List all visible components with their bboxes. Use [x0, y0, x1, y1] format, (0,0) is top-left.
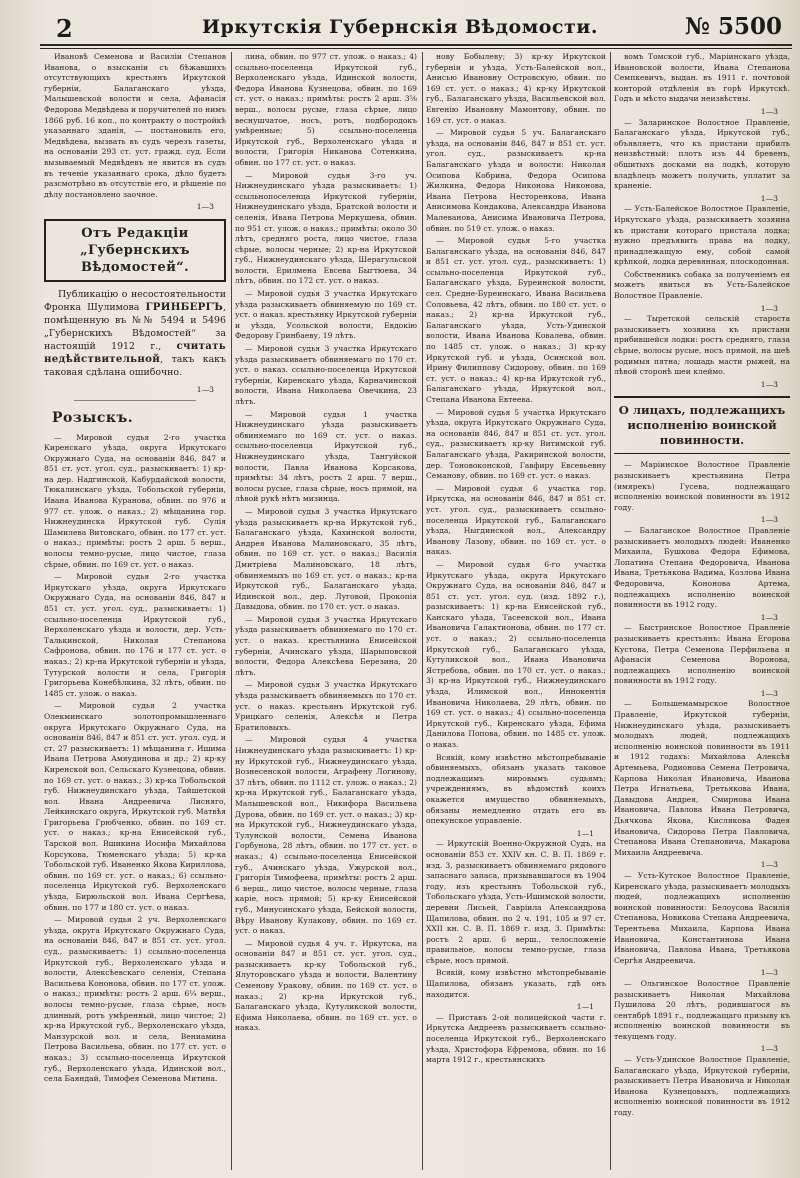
article-text: нову Бобылеву; 3) кр-ку Иркутской губернiи и уѣзда, Усть-Балейской вол., Анисью Ивановну Островскую, обвин. по 169 ст. уст. о наказ.; 4) кр-ку Иркутской губ., Балаганскаго уѣзда, Васильевской вол. Евгенiю Ивановну Мамонтову, обвин. по 169 ст. уст. о наказ. — [426, 52, 606, 125]
column-4 — [614, 52, 790, 1172]
article-text: — Мировой судья 5-го участка Балаганскаго уѣзда, на основанiи 846, 847 и 851 ст. уст. угол. суд., разыскиваетъ: 1) ссыльно-поселенца Иркутской губ., Балаганскаго уѣзда, Буреинской волости, сел. Средне-Буреинскаго, Ивана Васильева Соловьева, 42 лѣтъ, обвин. по 180 ст. уст. о наказ.; 2) кр-на Иркутской губ., Балаганскаго уѣзда, Усть-Удинской волости, Ивана Иванова Ковалева, обвин. по 1485 ст. улож. о наказ.; 3) кр-ку Иркутской губ. и уѣзда, Осинской вол. Ирину Филиппову Сидорову, обвин. по 169 ст. уст. о наказ.; 4) кр-на Иркутской губ., Балаганскаго уѣзда, Иркутской вол., Степана Иванова Евтеева. — [426, 236, 606, 404]
article-text: — Мировой судья 3 участка Иркутскаго уѣзда разыскиваетъ обвиняемыхъ по 170 ст. уст. о наказ. крестьянъ Иркутской губ. Урицкаго селенiя, Алексѣя и Петра Братиловыхъ. — [235, 680, 417, 732]
article-text: — Мировой судья 3 участка Иркутскаго уѣзда разыскиваетъ обвиняемаго по 170 ст. уст. о наказ. крестьянина Енисейской губернiи, Ачинскаго уѣзда, Шарыповской волости, Федора Алексѣева Березина, 20 лѣтъ. — [235, 614, 417, 677]
notice-text-pre: Публикацiю о несостоятельности Фронка Шулимова — [44, 288, 226, 313]
column-divider — [610, 52, 611, 1170]
newspaper-title: Иркутскiя Губернскiя Вѣдомости. — [202, 16, 598, 38]
issue-mark: 1—3 — [760, 688, 778, 698]
issue-mark: 1—3 — [760, 968, 778, 978]
article-text: Всякiй, кому извѣстно мѣстопребыванiе Щапилова, обязанъ указать, гдѣ онъ находится. — [426, 968, 606, 999]
article-text: — Марiинское Волостное Правленiе разыскиваетъ крестьянина Петра (имярекъ) Гусева, подлежащаго исполненiю воинской повинности въ 1912 году. — [614, 460, 790, 512]
article-text: — Усть-Балейское Волостное Правленiе, Иркутскаго уѣзда, разыскиваетъ хозяина къ пристани котораго пристала лодка; нужно предъявить права на лодку, принадлежащую ему, собой самой крѣпкой, лодка деревянная, плоскодонная. — [614, 204, 790, 267]
article-text: — Мировой судья 1 участка Нижнеудинскаго уѣзда разыскиваетъ обвиняемаго по 169 ст. уст. о наказ. ссыльно-поселенца Иркутской губ., Нижнеудинскаго уѣзда, Тангуйской волости, Павла Иванова Корсакова, примѣты: 34 лѣтъ, ростъ 2 арш. 7 верш., волосы русые, глаза сѣрые, носъ прямой, на лѣвой рукѣ нѣтъ мизинца. — [235, 409, 417, 504]
article-text: — Иркутскiй Военно-Окружной Судъ, на основанiи 853 ст. XXIV кн. С. В. П. 1869 г. изд. 3, разыскиваетъ обвиняемаго рядового запаснаго запаса, призывавшагося въ 1904 году, изъ крестьянъ Тобольской губ., Тобольскаго уѣзда, Усть-Ишимской волости, деревни Лисьей, Гаврiила Александрова Щапилова, обвин. по 2 ч. 191, 105 и 97 ст. XXII кн. С. В. П. 1869 г. изд. 3. Примѣты: ростъ 2 арш. 6 верш., телосложенiе правильное, волосы темно-русые, глаза сѣрые, носъ прямой. — [426, 839, 606, 965]
issue-mark: 1—3 — [760, 1044, 778, 1054]
article-text: — Приставъ 2-ой полицейской части г. Иркутска Андреевъ разыскиваетъ ссыльно-поселенца Иркутской губ., Верхоленскаго уѣзда, Христофора Ефремова, обвин. по 16 марта 1912 г., крестьянскихъ — [426, 1012, 606, 1065]
issue-mark: 1—3 — [760, 860, 778, 870]
article-text: — Мировой судья 5 участка Иркутскаго уѣзда, округа Иркутскаго Окружнаго Суда, на основанiи 846, 847 и 851 ст. уст. угол. суд., разыскиваетъ кр-ку Витимской губ. Балаганскаго уѣзда, Ракиринской волости, дер. Тоновоконской, Гавфиру Евсевьевну Семанову, обвин. по 169 ст. уст. о наказ. — [426, 407, 606, 481]
page-number: 2 — [56, 14, 73, 43]
notice-text-mid: , помѣщенную въ №№ 5494 и 5496 „Губернскихъ Вѣдомостей“ за настоящiй 1912 г., — [44, 301, 226, 352]
issue-mark: 1—1 — [576, 1002, 594, 1012]
article-text: — Мировой судья 5 уч. Балаганскаго уѣзда, на основанiи 846, 847 и 851 ст. уст. угол. суд., разыскиваетъ кр-на Балаганскаго уѣзда и волости: Николая Осипова Кобрина, Федора Осипова Жилкина, Федора Никонова Никонова, Ивана Петрова Несторенкова, Ивана Анисимова Кондакова, Александра Иванова Малеванова, Анисима Ивановича Петрова, обвин. по 519 ст. улож. о наказ. — [426, 128, 606, 233]
article-text: — Балаганское Волостное Правленiе разыскиваетъ молодыхъ людей: Иваненко Михаила, Бушкова Федора Ефимова, Лопатина Степана Федоровича, Иванова Ивана, Третьякова Вадима, Козлова Ивана Федоровича, Кононова Артема, подлежащихъ исполненiю воинской повинности въ 1912 году. — [614, 525, 790, 610]
column-3 — [426, 52, 606, 1172]
issue-mark: 1—3 — [760, 379, 778, 389]
article-text: Ивановѣ Семенова и Василiи Степанов Иванова, о взысканiи съ бѣжавшихъ отсутствующихъ крестьянъ Иркутской губернiи, Балаганскаго уѣзда, Малышевской волости и села, Афанасiя Федорова Медвѣдева и поручителей по нимъ 1866 руб. 16 коп., по контракту о постройкѣ указаннаго зданiя, — постановилъ его, Медвѣдева, вызвать въ судъ черезъ газеты, на основанiи 293 ст. уст. гражд. суд. Если вызываемый Медвѣдевъ не явится въ судъ въ теченiе указаннаго срока, дѣло будетъ разсмотрѣно въ отсутствiе его, и рѣшенiе по дѣлу постановлено заочное. — [44, 52, 226, 199]
article-text: — Быстринское Волостное Правленiе разыскиваетъ крестьянъ: Ивана Егорова Кустова, Петра Семенова Перфильева и Афанасiя Семенова Воронова, подлежащихъ исполненiю воинской повинности въ 1912 году. — [614, 623, 790, 686]
article-text: лина, обвин. по 977 ст. улож. о наказ.; 4) ссыльно-поселенца Иркутской губ., Верхоленскаго уѣзда, Идинской волости, Федора Иванова Кузнецова, обвин. по 169 ст. уст. о наказ.; примѣты: ростъ 2 арш. 3⅝ верш., волосы русые, глаза сѣрые, лицо веснушчатое, носъ, ротъ, подбородокъ умѣренные; 5) ссыльно-поселенца Иркутской губ., Верхоленскаго уѣзда и волости, Григорiя Никанова Сотенкина, обвин. по 177 ст. уст. о наказ. — [235, 52, 417, 167]
issue-mark: 1—3 — [760, 612, 778, 622]
article-text: — Большемамырское Волостное Правленiе, Иркутской губернiи, Нижнеудинскаго уѣзда, разыскиваетъ молодыхъ людей, подлежащихъ исполненiю воинской повинности въ 1911 и 1912 годахъ: Михайлова Алексѣя Артемьева, Родионова Семена Петровича, Карпова Николая Ивановича, Иванова Петра Игнатьева, Третьякова Ивана, Давыдова Андрея, Смирнова Ивана Ивановича, Павлова Ивана Петровича, Дьячкова Якова, Кислякова Фадея Ивановича, Сидорова Петра Павловича, Степанова Ивана Степановича, Макарова Михаила Андреевича. — [614, 699, 790, 857]
header-rule-thin — [40, 48, 792, 49]
article-text: — Мировой судья 4 уч. г. Иркутска, на основанiи 847 и 851 ст. уст. угол. суд., разыскиваетъ кр-ку Тобольской губ., Ялуторовскаго уѣзда и волости, Валентину Семенову Уракову, обвин. по 169 ст. уст. о наказ.; 2) кр-на Иркутской губ., Балаганскаго уѣзда, Кутуликской волости, Ефима Николаева, обвин. по 169 ст. уст. о наказ. — [235, 938, 417, 1033]
column-2 — [235, 52, 417, 1172]
issue-mark: 1—3 — [760, 193, 778, 203]
article-text: вомъ Томской губ., Марiинскаго уѣзда, Ивановской волости, Ивана Степанова Семпкевичъ, выдан. въ 1911 г. почтовой конторой отдѣленiя въ горѣ Иркутскѣ. Годъ и мѣсто выдачи неизвѣстны. — [614, 52, 790, 104]
article-text: Всякiй, кому извѣстно мѣстопребыванiе обвиняемыхъ, обязанъ указать таковое подлежащимъ мировымъ судьямъ; учреждениямъ, въ вѣдомствѣ коихъ окажется имущество обвиняемыхъ, обязаны немедленно отдать его въ опекунское управленiе. — [426, 752, 606, 826]
article-text: — Мировой судья 3 участка Иркутскаго уѣзда разыскиваетъ обвиняемаго по 170 ст. уст. о наказ. ссыльно-поселенца Иркутской губернiи, Киренскаго уѣзда, Карначинской волости, Ивана Николаева Овечкина, 23 лѣтъ. — [235, 344, 417, 406]
article-text: — Мировой судья 3 участка Иркутскаго уѣзда разыскиваетъ обвиняемую по 169 ст. уст. о наказ. крестьянку Иркутской губернiи и уѣзда, Усольской волости, Евдокiю Федорову Гринбаеву, 19 лѣтъ. — [235, 289, 417, 341]
issue-mark: 1—3 — [760, 106, 778, 116]
article-text: — Тыретской сельскiй староста разыскиваетъ хозяина къ пристани прибившейся лодки: ростъ средняго, глаза сѣрые, волосы русые, носъ прямой, на шеѣ родимыя пятна; лошадь масти рыжей, на лѣвой сторонѣ шеи клеймо. — [614, 314, 790, 377]
column-divider — [422, 52, 423, 1170]
notice-emphasis: считать недѣйствительной — [44, 339, 226, 365]
article-text: — Мировой судья 3 участка Иркутскаго уѣзда разыскиваетъ кр-на Иркутской губ., Балаганскаго уѣзда, Кахинской волости, Андрея Иванова Малиновскаго, 35 лѣтъ, обвин. по 169 ст. уст. о наказ.; Василiя Дмитрiева Малиновскаго, 18 лѣтъ, обвиняемыхъ по 169 ст. уст. о наказ.; кр-на Иркутской губ., Балаганскаго уѣзда, Идинской вол., дер. Луговой, Прокопiя Давыдова, обвин. по 170 ст. уст. о наказ. — [235, 506, 417, 612]
editorial-heading: Отъ Редакцiи „Губернскихъ Вѣдомостей“. — [44, 219, 226, 282]
article-text: Собственникъ собака за полученiемъ ея можетъ явиться въ Усть-Балейское Волостное Правленiе. — [614, 269, 790, 301]
article-text: — Заларинское Волостное Правленiе, Балаганскаго уѣзда, Иркутской губ., объявляетъ, что къ пристани прибилъ неизвѣстный: плотъ изъ 44 бревенъ, обшитыхъ досками на лодкѣ, которую владѣлецъ можетъ получить, уплатит за храненiе. — [614, 117, 790, 191]
notice-name: ГРИНБЕРГЪ — [145, 300, 224, 313]
article-text: — Ольгинское Волостное Правленiе разыскиваетъ Николая Михайлова Пушилова 20 лѣтъ, родившагося въ сентябрѣ 1891 г., подлежащаго призыву къ исполненiю воинской повинности въ текущемъ году. — [614, 978, 790, 1041]
article-text: — Усть-Кутское Волостное Правленiе, Киренскаго уѣзда, разыскиваетъ молодыхъ людей, подлежащихъ исполненiю воинской повинности: Белоусова Василiя Степанова, Новикова Степана Андреевича, Терентьева Михаила, Карпова Ивана Ивановича, Константинова Ивана Ивановича, Павлова Ивана, Третьякова Сергѣя Андреевича. — [614, 870, 790, 965]
issue-mark: 1—1 — [576, 828, 594, 838]
issue-mark: 1—3 — [196, 202, 214, 212]
issue-mark: 1—3 — [760, 303, 778, 313]
page-header — [0, 0, 800, 48]
military-service-heading: О лицахъ, подлежащихъ исполненiю воинской повинности. — [614, 396, 790, 454]
header-rule — [40, 44, 792, 46]
notice-text-post: , такъ какъ таковая сдѣлана ошибочно. — [44, 353, 226, 378]
issue-number: № 5500 — [684, 13, 782, 40]
article-text: — Мировой судья 4 участка Нижнеудинскаго уѣзда разыскиваетъ: 1) кр-ну Иркутской губ., Нижнеудинскаго уѣзда, Вознесенской волости, Аграфену Логинову, 37 лѣтъ, обвин. по 1112 ст. улож. о наказ.; 2) кр-на Иркутской губ., Балаганскаго уѣзда, Малышевской вол., Никифора Васильева Дурова, обвин. по 169 ст. уст. о наказ.; 3) кр-на Иркутской губ., Нижнеудинскаго уѣзда, Тулунской волости, Семена Иванова Горбунова, 28 лѣтъ, обвин. по 177 ст. уст. о наказ.; 4) ссыльно-поселенца Енисейской губ., Ачинскаго уѣзда, Ужурской вол., Григорiя Тимофеева, примѣты: ростъ 2 арш. 6 верш., лицо чистое, волосы черные, глаза карiе, носъ прямой; 5) кр-ку Енисейской губ., Минусинскаго уѣзда, Бейской волости, Вѣру Иванову Кулакову, обвин. по 169 ст. уст. о наказ. — [235, 735, 417, 936]
issue-mark: 1—3 — [196, 384, 214, 394]
column-1 — [44, 52, 226, 1172]
column-divider — [231, 52, 232, 1170]
article-text: — Мировой судья 2-го участка Киренскаго уѣзда, округа Иркутскаго Окружнаго Суда, на основанiи 846, 847 и 851 ст. уст. угол. суд., разыскиваетъ: 1) кр-на дер. Надгинской, Кабурдайской волости, Тюкалинскаго уѣзда, Тобольской губернiи, Ивана Иванова Куранова, обвин. по 976 и 977 ст. улож. о наказ.; 2) мѣщанина гор. Нижнеудинска Иркутской губ. Сулiя Шамилева Витовскаго, обвин. по 177 ст. уст. о наказ.; примѣты: ростъ 2 арш. 5 верш., волосы темно-русые, лицо чистое, глаза сѣрые, обвин. по 169 ст. уст. о наказ. — [44, 432, 226, 569]
article-text: — Мировой судья 2-го участка Иркутскаго уѣзда, округа Иркутскаго Окружнаго Суда, на основанiи 846, 847 и 851 ст. уст. угол. суд., разыскиваетъ: 1) ссыльно-поселенца Иркутской губ., Верхоленскаго уѣзда и волости, дер. Усть-Талькинской, Николая Степанова Сафронова, обвин. по 176 и 177 ст. уст. о наказ.; 2) кр-на Иркутской губернiи и уѣзда, Тутурской волости и села, Григорiя Григорьева Конебѣлкина, 32 лѣтъ, обвин. по 1485 ст. улож. о наказ. — [44, 572, 226, 698]
article-text: — Мировой судья 3-го уч. Нижнеудинскаго уѣзда разыскиваетъ: 1) ссыльнопоселенца Иркутской губернiи, Нижнеудинскаго уѣзда, Братской волости и селенiя, Ивана Петрова Меркушева, обвин. по 951 ст. улож. о наказ.; примѣты: около 30 лѣтъ, средняго роста, лицо чистое, глаза сѣрые, волосы черные; 2) кр-на Иркутской губ., Нижнеудинскаго уѣзда, Шерагульской волости, Ерилмена Евсева Быгтюева, 34 лѣтъ, обвин. по 172 ст. уст. о наказ. — [235, 170, 417, 286]
issue-mark: 1—3 — [760, 515, 778, 525]
article-text: — Мировой судья 6 участка гор. Иркутска, на основанiи 846, 847 и 851 ст. уст. угол. суд., разыскиваетъ ссыльно-поселенца Иркутской губ., Балаганскаго уѣзда, Ныгдинской вол., Александру Иванову Лазову, обвин. по 169 ст. уст. о наказ. — [426, 483, 606, 557]
search-section-heading: Розыскъ. — [52, 409, 134, 426]
article-text: — Усть-Удинское Волостное Правленiе, Балаганскаго уѣзда, Иркутской губернiи, разыскиваетъ Петра Ивановича и Николая Иванова Кузнецовыхъ, подлежащихъ исполненiю воинской повинности въ 1912 году. — [614, 1055, 790, 1118]
separator — [74, 400, 196, 401]
article-text: — Мировой судья 2 уч. Верхоленскаго уѣзда, округа Иркутскаго Окружнаго Суда, на основанiи 846, 847 и 851 ст. уст. угол. суд., разыскиваетъ: 1) ссыльно-поселенца Иркутской губ., Верхоленскаго уѣзда и волости, Алексѣевскаго селенiя, Степана Васильева Кононова, обвин. по 177 ст. улож. о наказ.; примѣты: ростъ 2 арш. 6¼ верш., волосы темно-русые, глаза сѣрые, носъ длинный, ротъ умѣренный, лицо чистое; 2) кр-на Иркутской губ., Верхоленскаго уѣзда, Манзурской вол. и села, Вениамина Петрова Васильева, обвин. по 177 ст. уст. о наказ.; 3) ссыльно-поселенца Иркутской губ., Верхоленскаго уѣзда, Идинской вол., села Баяндай, Тимофея Семенова Митина. — [44, 915, 226, 1084]
article-text: — Мировой судья 6-го участка Иркутскаго уѣзда, округа Иркутскаго Окружнаго Суда, на основанiи 846, 847 и 851 ст. уст. угол. суд. (изд. 1892 г.), разыскиваетъ: 1) кр-на Енисейской губ., Канскаго уѣзда, Тасеевской вол., Ивана Ивановича Галактионова, обвин. по 177 ст. уст. о наказ.; 2) ссыльно-поселенца Иркутской губ., Балаганскаго уѣзда, Кутуликской вол., Ивана Ивановича Ястребова, обвин. по 170 ст. уст. о наказ.; 3) кр-на Иркутской губ., Нижнеудинскаго уѣзда, Илимской вол., Иннокентiя Ивановича Николаева, 29 лѣтъ, обвин. по 169 ст. уст. о наказ.; 4) ссыльно-поселенца Иркутской губ., Киренскаго уѣзда, Ефима Данилова Попова, обвин. по 1485 ст. улож. о наказ. — [426, 559, 606, 749]
editorial-notice — [44, 288, 226, 379]
article-text: — Мировой судья 2 участка Олекминскаго золотопромышленнаго округа Иркутскаго Окружнаго Суда, на основанiи 846, 847 и 851 ст. уст. угол. суд. и ст. 27 разыскиваетъ: 1) мѣщанина г. Ишима Ивана Петрова Амяудинова и др.; 2) кр-ку Киренской вол. Сельскаго Кузнецова, обвин. по 169 ст. уст. о наказ.; 3) кр-ка Тобольской губ. Нижнеудинскаго уѣзда, Тайшетской вол. Ивана Андреевича Лисняго, Лейкинскаго округа, Иркутской губ. Матвѣя Григорьева Грюбченко, обвин. по 169 ст. уст. о наказ.; кр-на Енисейской губ., Тарской вол. Вшикина Иосифа Михайлова Корсукова, Тюменскаго уѣзда; 5) кр-ка Тобольской губ. Иваненко Якова Кириллова, обвин. по 169 ст. уст. о наказ.; 6) ссыльно-поселенца Иркутской губ. Верхоленскаго уѣзда, Бирюльской вол. Ивана Сергѣева, обвин. по 177 и 180 ст. уст. о наказ. — [44, 701, 226, 912]
